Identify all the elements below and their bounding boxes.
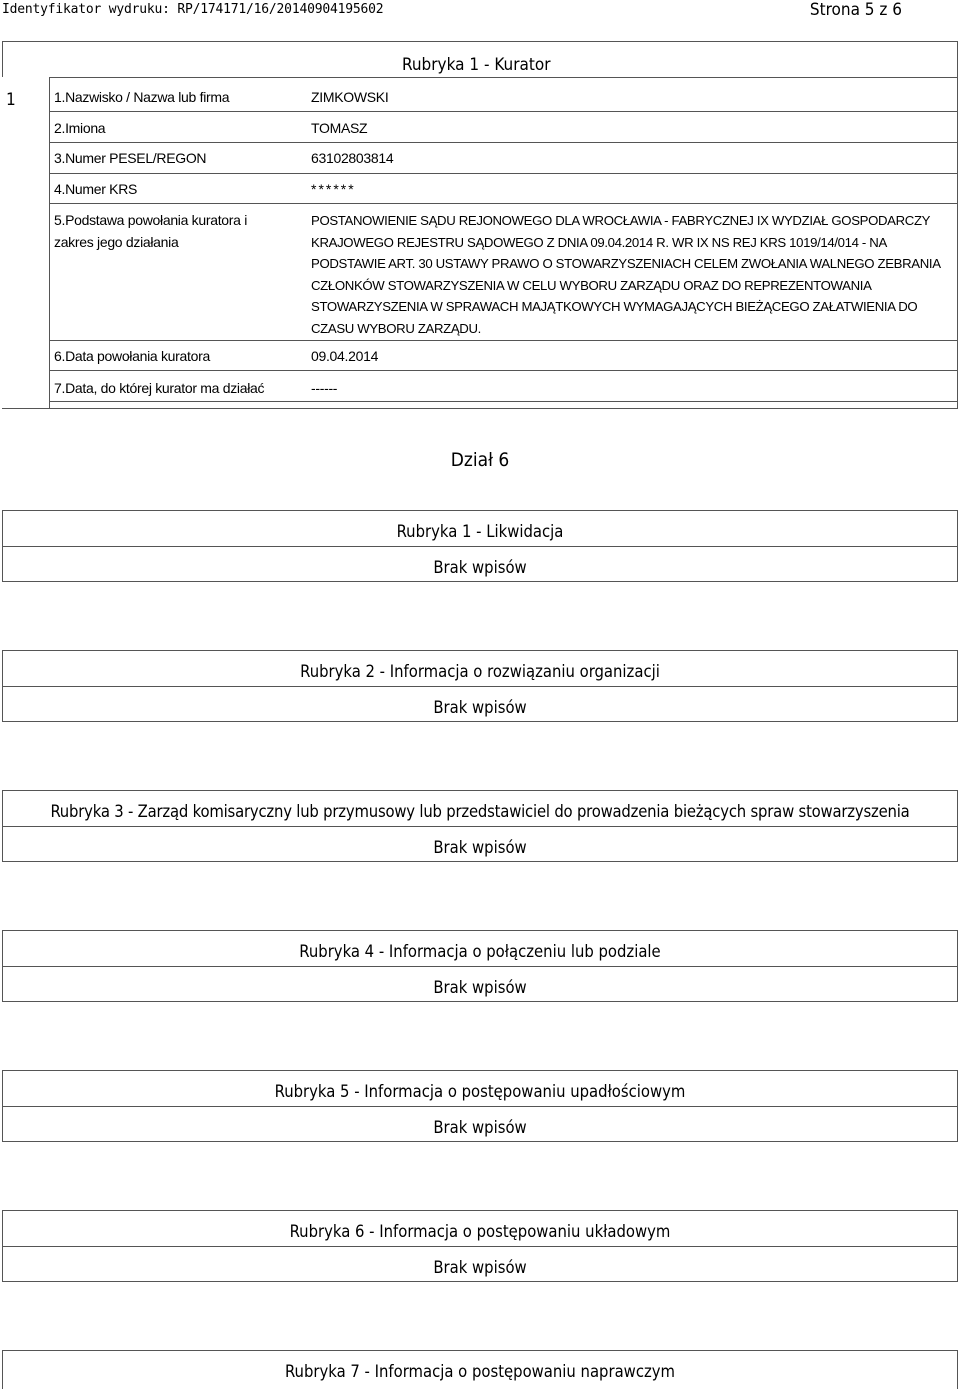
rubryka-title: Rubryka 3 - Zarząd komisaryczny lub przymusowy lub przedstawiciel do prowadzenia bieżących spraw stowarzyszenia [50,802,910,821]
surname-value: ZIMKOWSKI [311,89,389,105]
basis-label-line1: 5.Podstawa powołania kuratora i [54,212,248,228]
rubryka-title: Rubryka 7 - Informacja o postępowaniu naprawczym [284,1362,676,1381]
first-names-value: TOMASZ [311,120,368,136]
rubryka-status: Brak wpisów [433,978,527,997]
row-divider [50,173,958,174]
rubryka-divider [2,546,958,547]
basis-value: POSTANOWIENIE SĄDU REJONOWEGO DLA WROCŁAWIA - FABRYCZNEJ IX WYDZIAŁ GOSPODARCZY KRAJOWEGO REJESTRU SĄDOWEGO Z DNIA 09.04.2014 R. WR IX NS REJ KRS 1019/14/014 - NA PODSTAWIE ART. 30 USTAWY PRAWO O STOWARZYSZENIACH CELEM ZWOŁANIA WALNEGO ZEBRANIA CZŁONKÓW STOWARZYSZENIA W CELU WYBORU ZARZĄDU ORAZ DO REPREZENTOWANIA STOWARZYSZENIA W SPRAWACH MAJĄTKOWYCH WYMAGAJĄCYCH BIEŻĄCEGO ZAŁATWIENIA DO CZASU WYBORU ZARZĄDU. [311,213,940,336]
kurator-number: 1 [6,90,16,110]
rubryka-title: Rubryka 4 - Informacja o połączeniu lub podziale [299,942,661,961]
row-divider [50,203,958,204]
print-identifier: Identyfikator wydruku: RP/174171/16/20140904195602 [2,2,384,17]
kurator-title: Rubryka 1 - Kurator [402,55,551,75]
pesel-value: 63102803814 [311,150,394,166]
rubryka-divider [2,686,958,687]
surname-label: 1.Nazwisko / Nazwa lub firma [54,89,230,105]
page-number: Strona 5 z 6 [809,0,902,20]
row-divider [50,401,958,402]
rubryka-divider [2,966,958,967]
basis-label-line2: zakres jego działania [54,234,179,250]
kurator-number-column [2,77,50,408]
rubryka-status: Brak wpisów [433,1118,527,1137]
row-divider [50,142,958,143]
krs-label: 4.Numer KRS [54,181,138,197]
pesel-label: 3.Numer PESEL/REGON [54,150,207,166]
appointment-date-value: 09.04.2014 [311,348,379,364]
until-date-label: 7.Data, do której kurator ma działać [54,380,265,396]
rubryka-title: Rubryka 6 - Informacja o postępowaniu układowym [289,1222,671,1241]
rubryka-divider [2,1106,958,1107]
rubryka-divider [2,1246,958,1247]
row-divider [50,370,958,371]
rubryka-status: Brak wpisów [433,838,527,857]
rubryka-title: Rubryka 1 - Likwidacja [396,522,564,541]
rubryka-title: Rubryka 5 - Informacja o postępowaniu upadłościowym [274,1082,686,1101]
rubryka-status: Brak wpisów [433,558,527,577]
first-names-label: 2.Imiona [54,120,106,136]
section-title: Dział 6 [450,449,510,471]
rubryka-divider [2,826,958,827]
rubryka-status: Brak wpisów [433,1258,527,1277]
kurator-title-divider [2,77,958,78]
row-divider [50,340,958,341]
rubryka-title: Rubryka 2 - Informacja o rozwiązaniu organizacji [300,662,660,681]
row-divider [50,111,958,112]
appointment-date-label: 6.Data powołania kuratora [54,348,210,364]
rubryka-status: Brak wpisów [433,698,527,717]
krs-value: ****** [311,181,356,197]
until-date-value: ------ [311,380,338,396]
